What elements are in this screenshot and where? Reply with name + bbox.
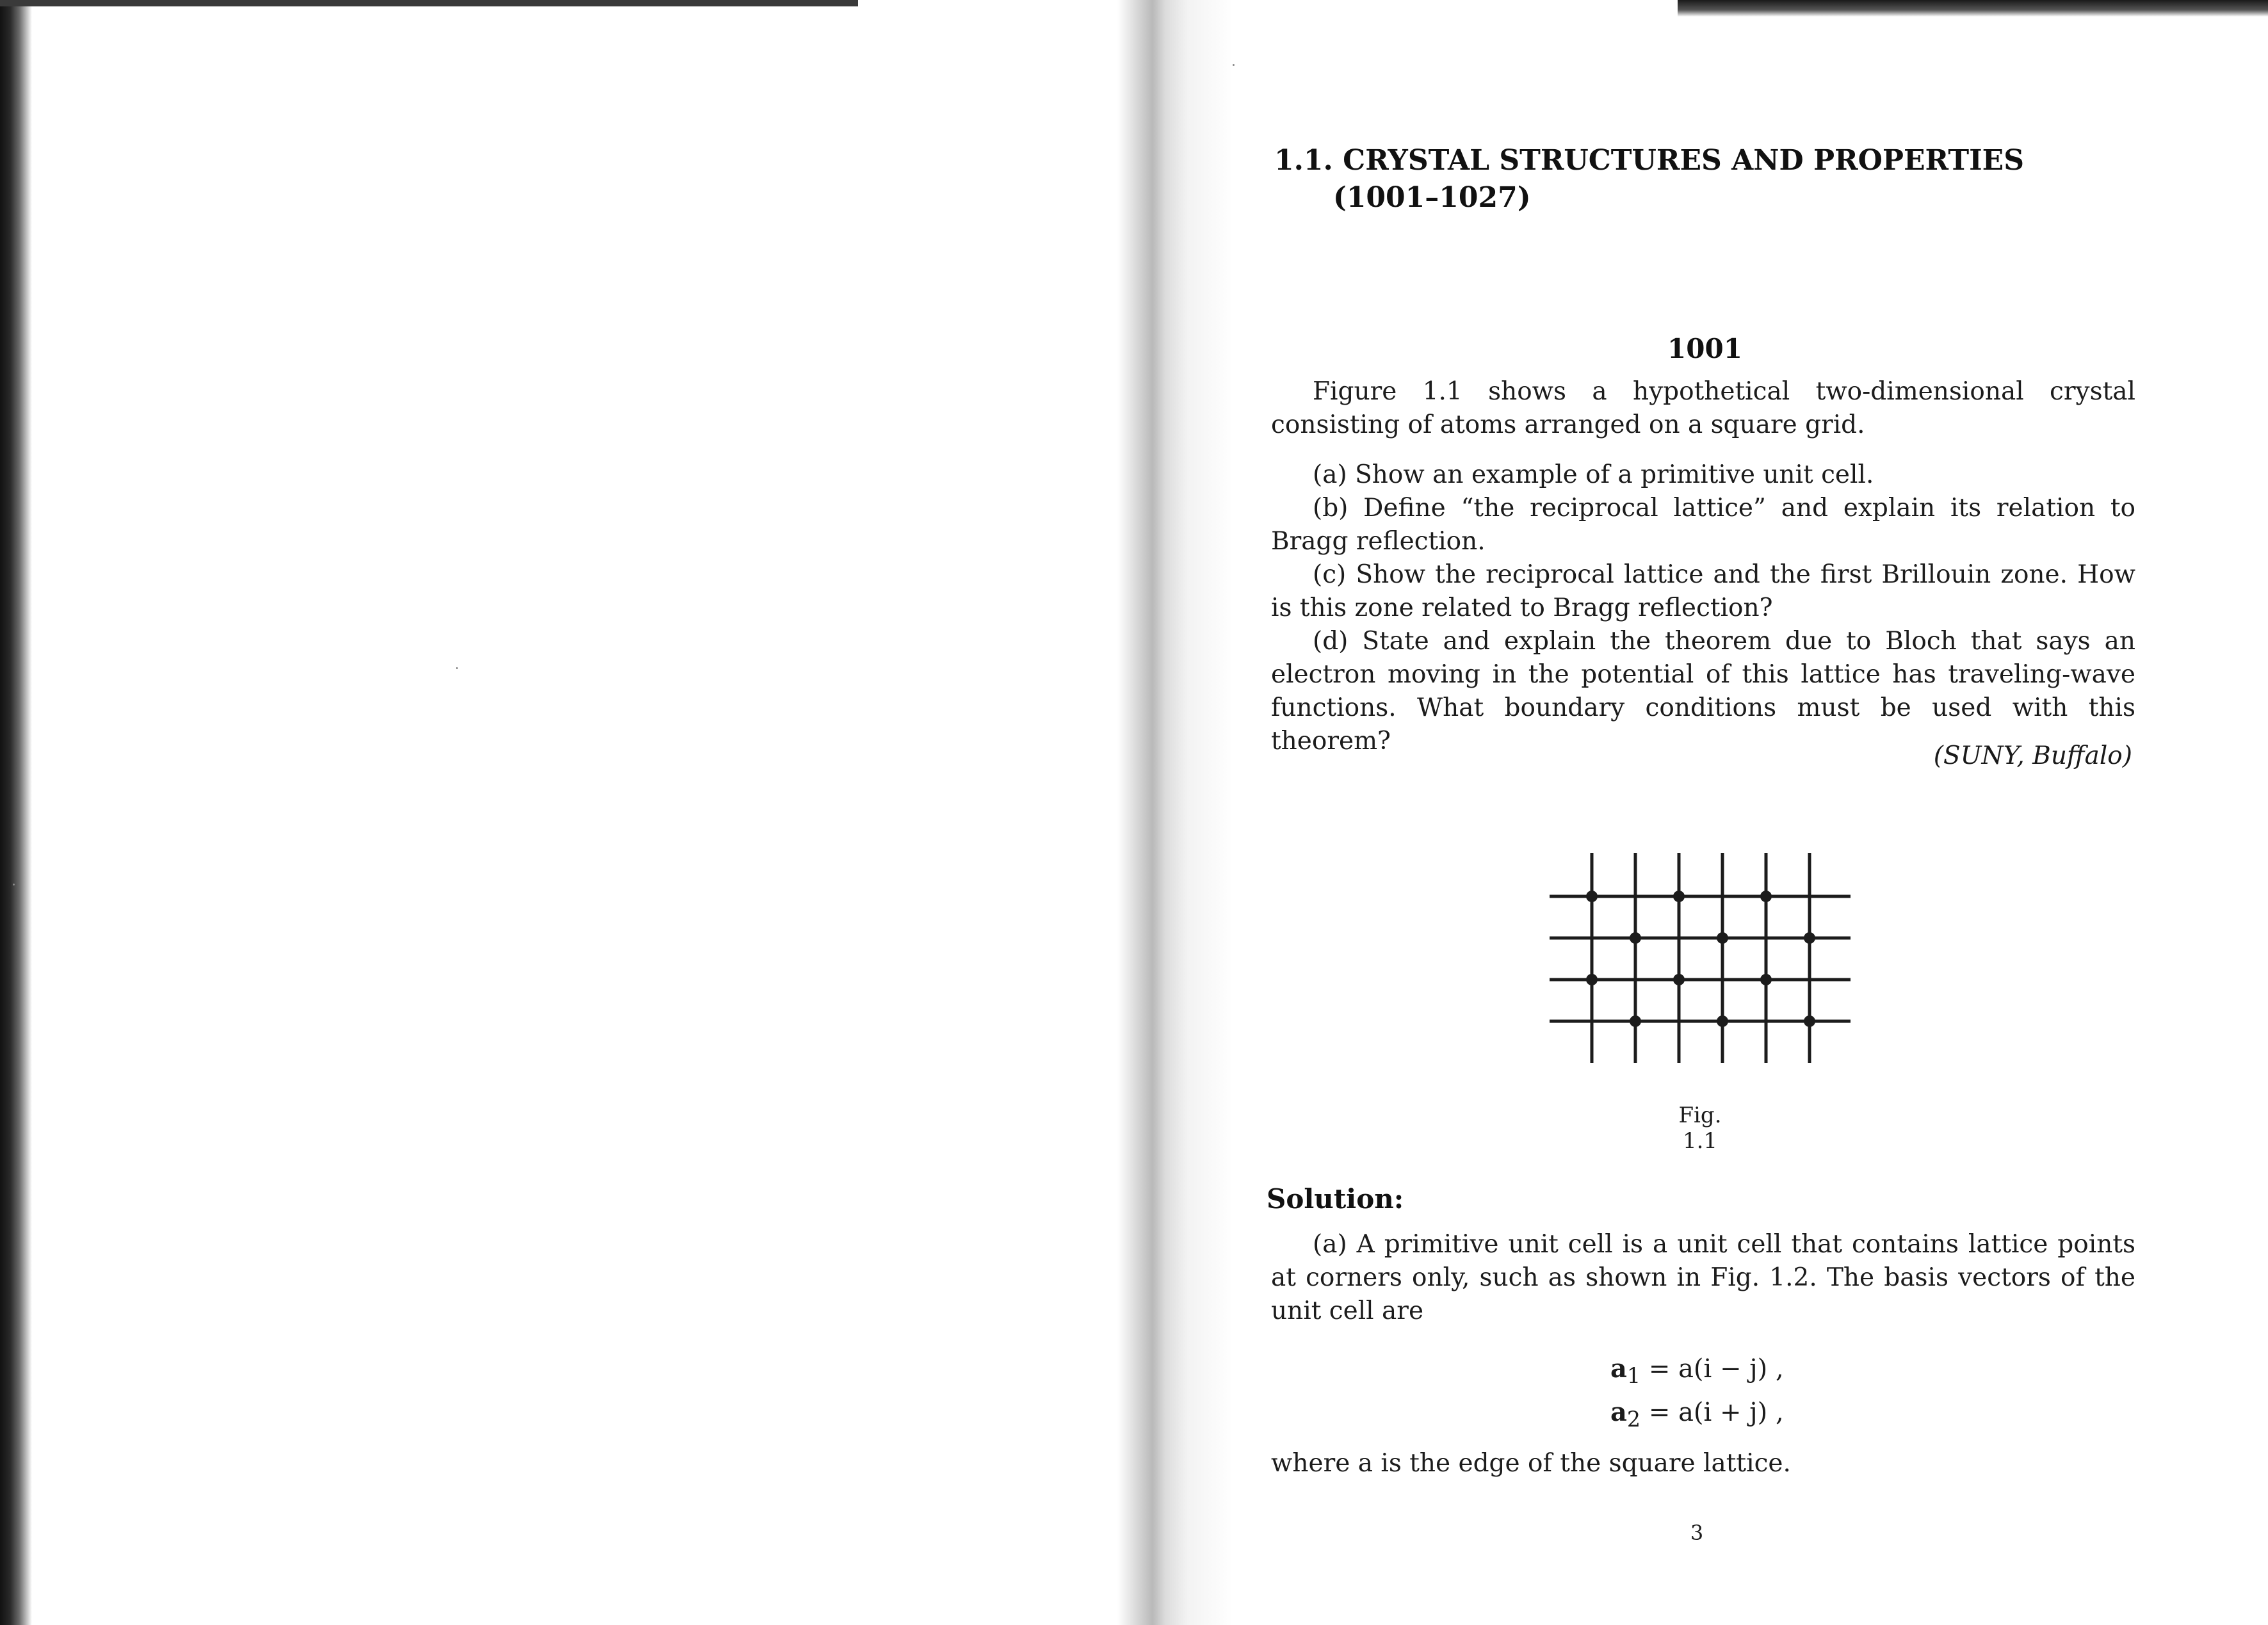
problem-number: 1001 xyxy=(1667,333,1742,364)
scan-top-border-left xyxy=(0,0,858,6)
problem-intro: Figure 1.1 shows a hypothetical two-dimensional crystal consisting of atoms arranged on a square grid. xyxy=(1271,377,2135,439)
lattice-atom xyxy=(1673,974,1685,985)
square-lattice-figure xyxy=(1543,845,1857,1069)
scan-left-edge-shadow xyxy=(0,0,32,1625)
equation-a1 xyxy=(1610,1352,1784,1393)
solution-closing: where a is the edge of the square lattice. xyxy=(1271,1449,1791,1478)
problem-part-b: (b) Define “the reciprocal lattice” and explain its relation to Bragg reflection. xyxy=(1271,494,2135,556)
equation-a2-symbol: a xyxy=(1610,1397,1627,1427)
scan-speck xyxy=(456,667,458,669)
lattice-atom xyxy=(1760,891,1772,902)
section-heading-range: (1001–1027) xyxy=(1333,181,1531,214)
book-gutter-shadow xyxy=(1117,0,1233,1625)
lattice-atom xyxy=(1804,932,1815,944)
lattice-atom xyxy=(1586,891,1598,902)
lattice-atom xyxy=(1804,1015,1815,1027)
solution-part-a: (a) A primitive unit cell is a unit cell that contains lattice points at corners only, such as shown in Fig. 1.2. The basis vectors of the unit cell are xyxy=(1271,1230,2135,1325)
section-heading-title: 1.1. CRYSTAL STRUCTURES AND PROPERTIES xyxy=(1274,144,2024,177)
equation-a1-rhs: = a(i − j) , xyxy=(1640,1354,1784,1384)
problem-part-c: (c) Show the reciprocal lattice and the first Brillouin zone. How is this zone related to Bragg reflection? xyxy=(1271,560,2135,622)
problem-part-d: (d) State and explain the theorem due to Bloch that says an electron moving in the potential of this lattice has traveling-wave functions. What boundary conditions must be used with this theorem? xyxy=(1271,627,2135,756)
equation-a1-subscript: 1 xyxy=(1626,1363,1641,1388)
scan-speck xyxy=(13,884,15,885)
lattice-atom xyxy=(1586,974,1598,985)
lattice-atom xyxy=(1717,1015,1728,1027)
equation-a2-subscript: 2 xyxy=(1626,1407,1641,1432)
scan-speck xyxy=(1233,64,1235,66)
lattice-atom xyxy=(1673,891,1685,902)
problem-source: (SUNY, Buffalo) xyxy=(1933,741,2132,770)
lattice-atom xyxy=(1630,932,1641,944)
lattice-atom xyxy=(1717,932,1728,944)
equation-a1-symbol: a xyxy=(1610,1354,1627,1384)
equation-a2-rhs: = a(i + j) , xyxy=(1640,1398,1784,1427)
equation-a2 xyxy=(1610,1396,1784,1436)
figure-caption: Fig. 1.1 xyxy=(1678,1103,1722,1154)
section-heading xyxy=(1274,142,2043,216)
lattice-atom xyxy=(1760,974,1772,985)
scan-top-border-right xyxy=(1678,0,2268,17)
left-page-blank xyxy=(0,0,1133,1625)
page-number: 3 xyxy=(1690,1521,1704,1545)
solution-title: Solution: xyxy=(1267,1183,1404,1215)
lattice-atom xyxy=(1630,1015,1641,1027)
problem-part-a: (a) Show an example of a primitive unit cell. xyxy=(1313,460,1874,489)
